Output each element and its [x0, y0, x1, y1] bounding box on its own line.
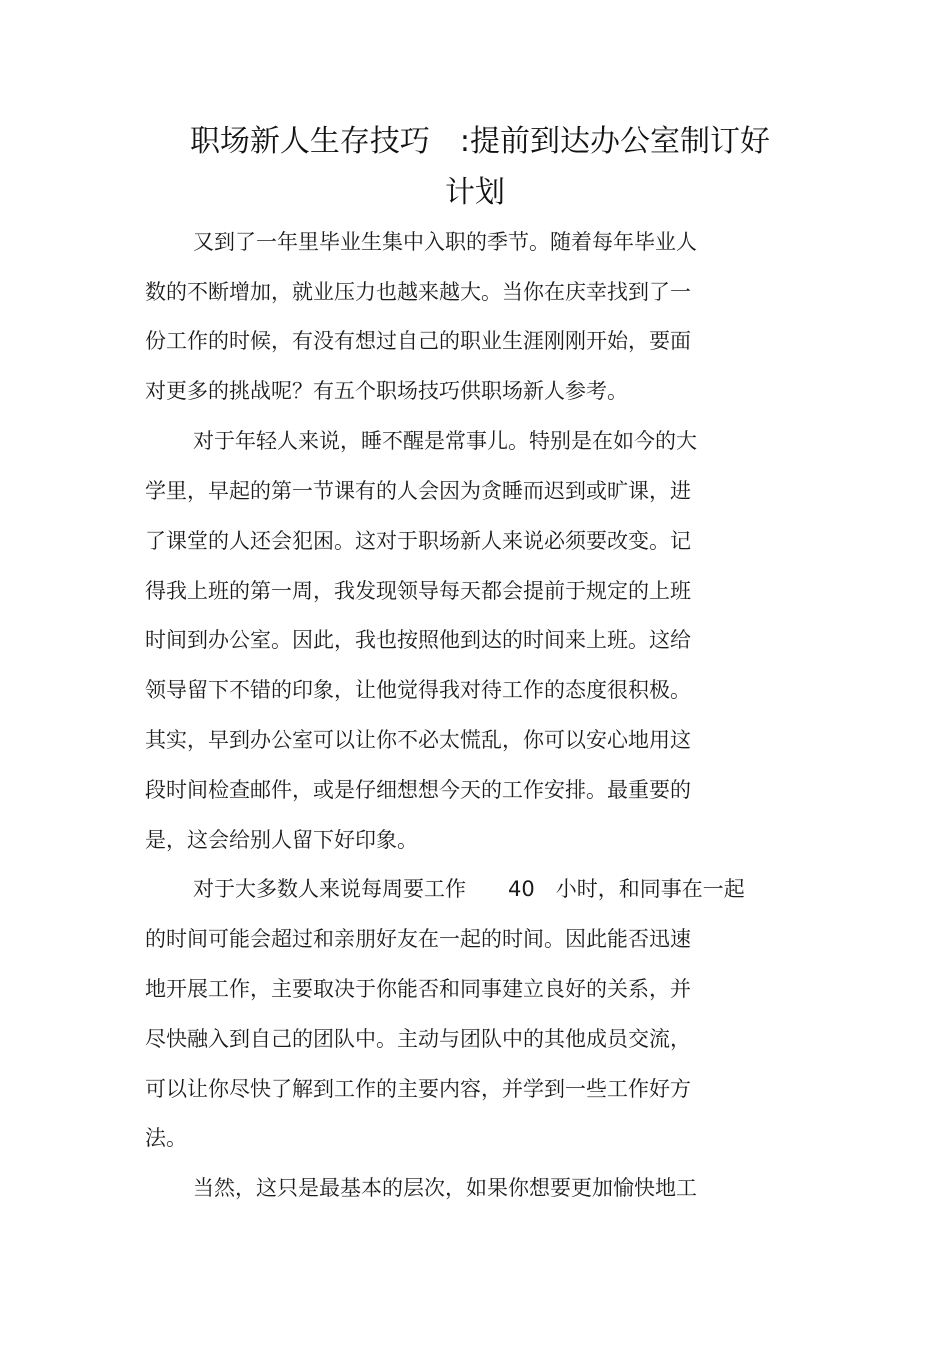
- body-text-line: 份工作的时候，有没有想过自己的职业生涯刚刚开始，要面: [145, 329, 691, 353]
- body-text-line: 领导留下不错的印象，让他觉得我对待工作的态度很积极。: [145, 678, 691, 702]
- body-text-line: 的时间可能会超过和亲朋好友在一起的时间。因此能否迅速: [145, 927, 691, 951]
- body-text-line: 对于年轻人来说，睡不醒是常事儿。特别是在如今的大: [193, 429, 697, 453]
- body-text-line: 法。: [145, 1126, 187, 1150]
- body-text-line: 对于大多数人来说每周要工作 40 小时，和同事在一起: [193, 877, 745, 901]
- document-title-line-1: 职场新人生存技巧 :提前到达办公室制订好: [189, 124, 771, 159]
- body-text-line: 了课堂的人还会犯困。这对于职场新人来说必须要改变。记: [145, 529, 691, 553]
- body-text-line: 段时间检查邮件，或是仔细想想今天的工作安排。最重要的: [145, 778, 691, 802]
- body-text-line: 得我上班的第一周，我发现领导每天都会提前于规定的上班: [145, 579, 691, 603]
- body-text-line: 地开展工作，主要取决于你能否和同事建立良好的关系，并: [145, 977, 691, 1001]
- body-text-line: 又到了一年里毕业生集中入职的季节。随着每年毕业人: [193, 230, 697, 254]
- body-text-line: 其实，早到办公室可以让你不必太慌乱，你可以安心地用这: [145, 728, 691, 752]
- document-title-line-2: 计划: [445, 175, 505, 210]
- body-text-line: 当然，这只是最基本的层次，如果你想要更加愉快地工: [193, 1176, 697, 1200]
- body-text-line: 学里，早起的第一节课有的人会因为贪睡而迟到或旷课，进: [145, 479, 691, 503]
- body-text-line: 时间到办公室。因此，我也按照他到达的时间来上班。这给: [145, 628, 691, 652]
- body-text-line: 数的不断增加，就业压力也越来越大。当你在庆幸找到了一: [145, 280, 691, 304]
- body-text-line: 是，这会给别人留下好印象。: [145, 828, 418, 852]
- body-text-line: 尽快融入到自己的团队中。主动与团队中的其他成员交流，: [145, 1027, 691, 1051]
- body-text-line: 可以让你尽快了解到工作的主要内容，并学到一些工作好方: [145, 1077, 691, 1101]
- body-text-line: 对更多的挑战呢？有五个职场技巧供职场新人参考。: [145, 379, 628, 403]
